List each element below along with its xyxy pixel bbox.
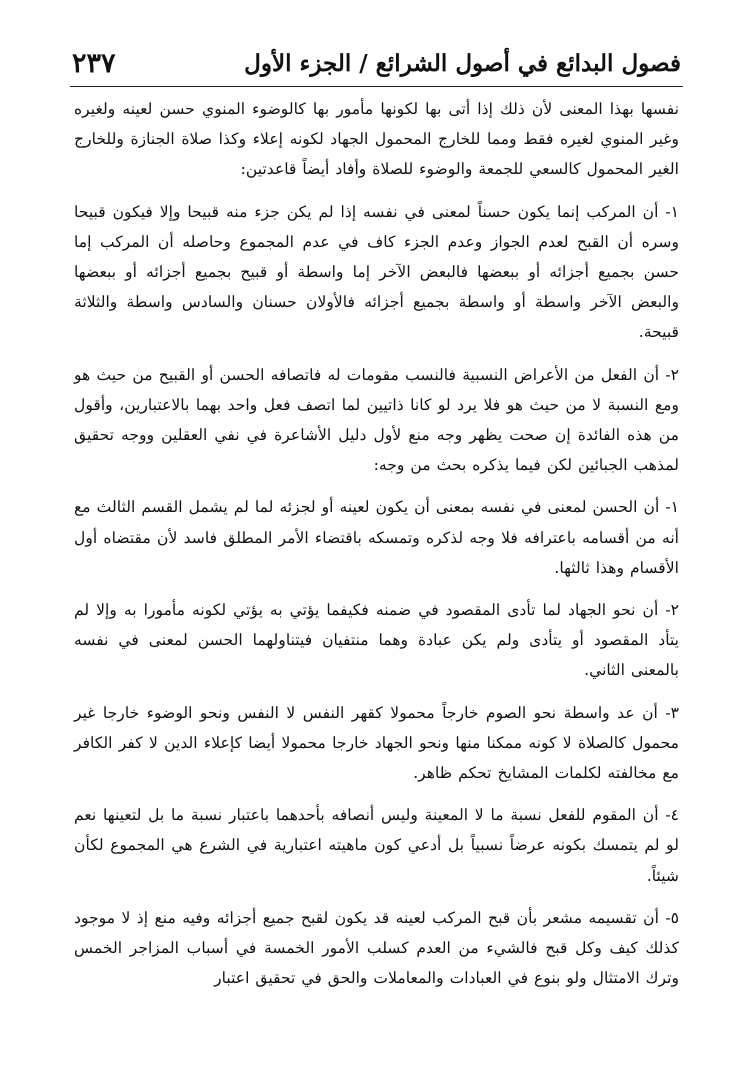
- paragraph-objection-5: ٥- أن تقسيمه مشعر بأن قبح المركب لعينه قد يكون لقبح جميع أجزائه وفيه منع إذ لا موجود كذلك كيف وكل قبح فالشيء من العدم كسلب الأمور الخمسة في أسباب المزاجر الخمس وترك الامتثال ولو بنوع في العبادات والمعاملات والحق في تحقيق اعتبار: [74, 908, 679, 988]
- paragraph-objection-3: ٣- أن عد واسطة نحو الصوم خارجاً محمولا كقهر النفس لا النفس ونحو الوضوء خارجا غير محمول كالصلاة لا كونه ممكنا منها ونحو الجهاد خارجا محمولا أيضا كإعلاء الدين لا كفر الكافر مع مخالفته لكلمات المشايخ تحكم ظاهر.: [74, 703, 679, 783]
- header-divider: [70, 86, 683, 87]
- paragraph-intro: نفسها بهذا المعنى لأن ذلك إذا أتى بها لكونها مأمور بها كالوضوء المنوي حسن لعينه ولغيره وغير المنوي لغيره فقط ومما للخارج المحمول الجهاد لكونه إعلاء وكذا صلاة الجنازة وللخارج الغير المحمول كالسعي للجمعة والوضوء للصلاة وأفاد أيضاً قاعدتين:: [74, 100, 679, 179]
- page-number: ٢٣٧: [72, 48, 116, 79]
- running-title: فصول البدائع في أصول الشرائع / الجزء الأول: [244, 50, 681, 77]
- paragraph-rule-1: ١- أن المركب إنما يكون حسناً لمعنى في نفسه إذا لم يكن جزء منه قبيحا وإلا فيكون قبيحا وسره أن القبح لعدم الجواز وعدم الجزء كاف في عدم المجموع وحاصله أن المركب إما حسن بجميع أجزائه أو ببعضها فالبعض الآخر إما واسطة أو قبيح بجميع أجزائه أو ببعضها والبعض الآخر واسطة أو واسطة بجميع أجزائه فالأولان حسنان والسادس واسطة والثلاثة قبيحة.: [74, 202, 679, 342]
- paragraph-objection-1: ١- أن الحسن لمعنى في نفسه بمعنى أن يكون لعينه أو لجزئه لما لم يشمل القسم الثالث مع أنه من أقسامه باعترافه فلا وجه لذكره وتمسكه باقتضاء الأمر المطلق فاسد لأن مقتضاه أول الأقسام وهذا ثالثها.: [74, 498, 679, 577]
- paragraph-objection-2: ٢- أن نحو الجهاد لما تأدى المقصود في ضمنه فكيفما يؤتي به يؤتي لكونه مأمورا به وإلا لم يتأد المقصود أو يتأدى ولم يكن عبادة وهما منتفيان فيتناولهما الحسن لمعنى في نفسه بالمعنى الثاني.: [74, 601, 679, 680]
- paragraph-objection-4: ٤- أن المقوم للفعل نسبة ما لا المعينة وليس أنصافه بأحدهما باعتبار نسبة ما بل لتعينها نعم لو لم يتمسك بكونه عرضاً نسبياً بل أدعي كون ماهيته اعتبارية في الشرع هي المجموع لكأن شيئاً.: [74, 806, 679, 885]
- page-header: [72, 40, 681, 84]
- body-text: [74, 94, 679, 993]
- paragraph-rule-2: ٢- أن الفعل من الأعراض النسبية فالنسب مقومات له فاتصافه الحسن أو القبيح من حيث هو ومع النسبة لا من حيث هو فلا يرد لو كانا ذاتيين لما اتصف فعل واحد بهما بالاعتبارين، وأقول من هذه الفائدة إن صحت يظهر وجه منع لأول دليل الأشاعرة في نفي العقلين ووجه تحقيق لمذهب الجبائين لكن فيما يذكره بحث من وجه:: [74, 365, 679, 475]
